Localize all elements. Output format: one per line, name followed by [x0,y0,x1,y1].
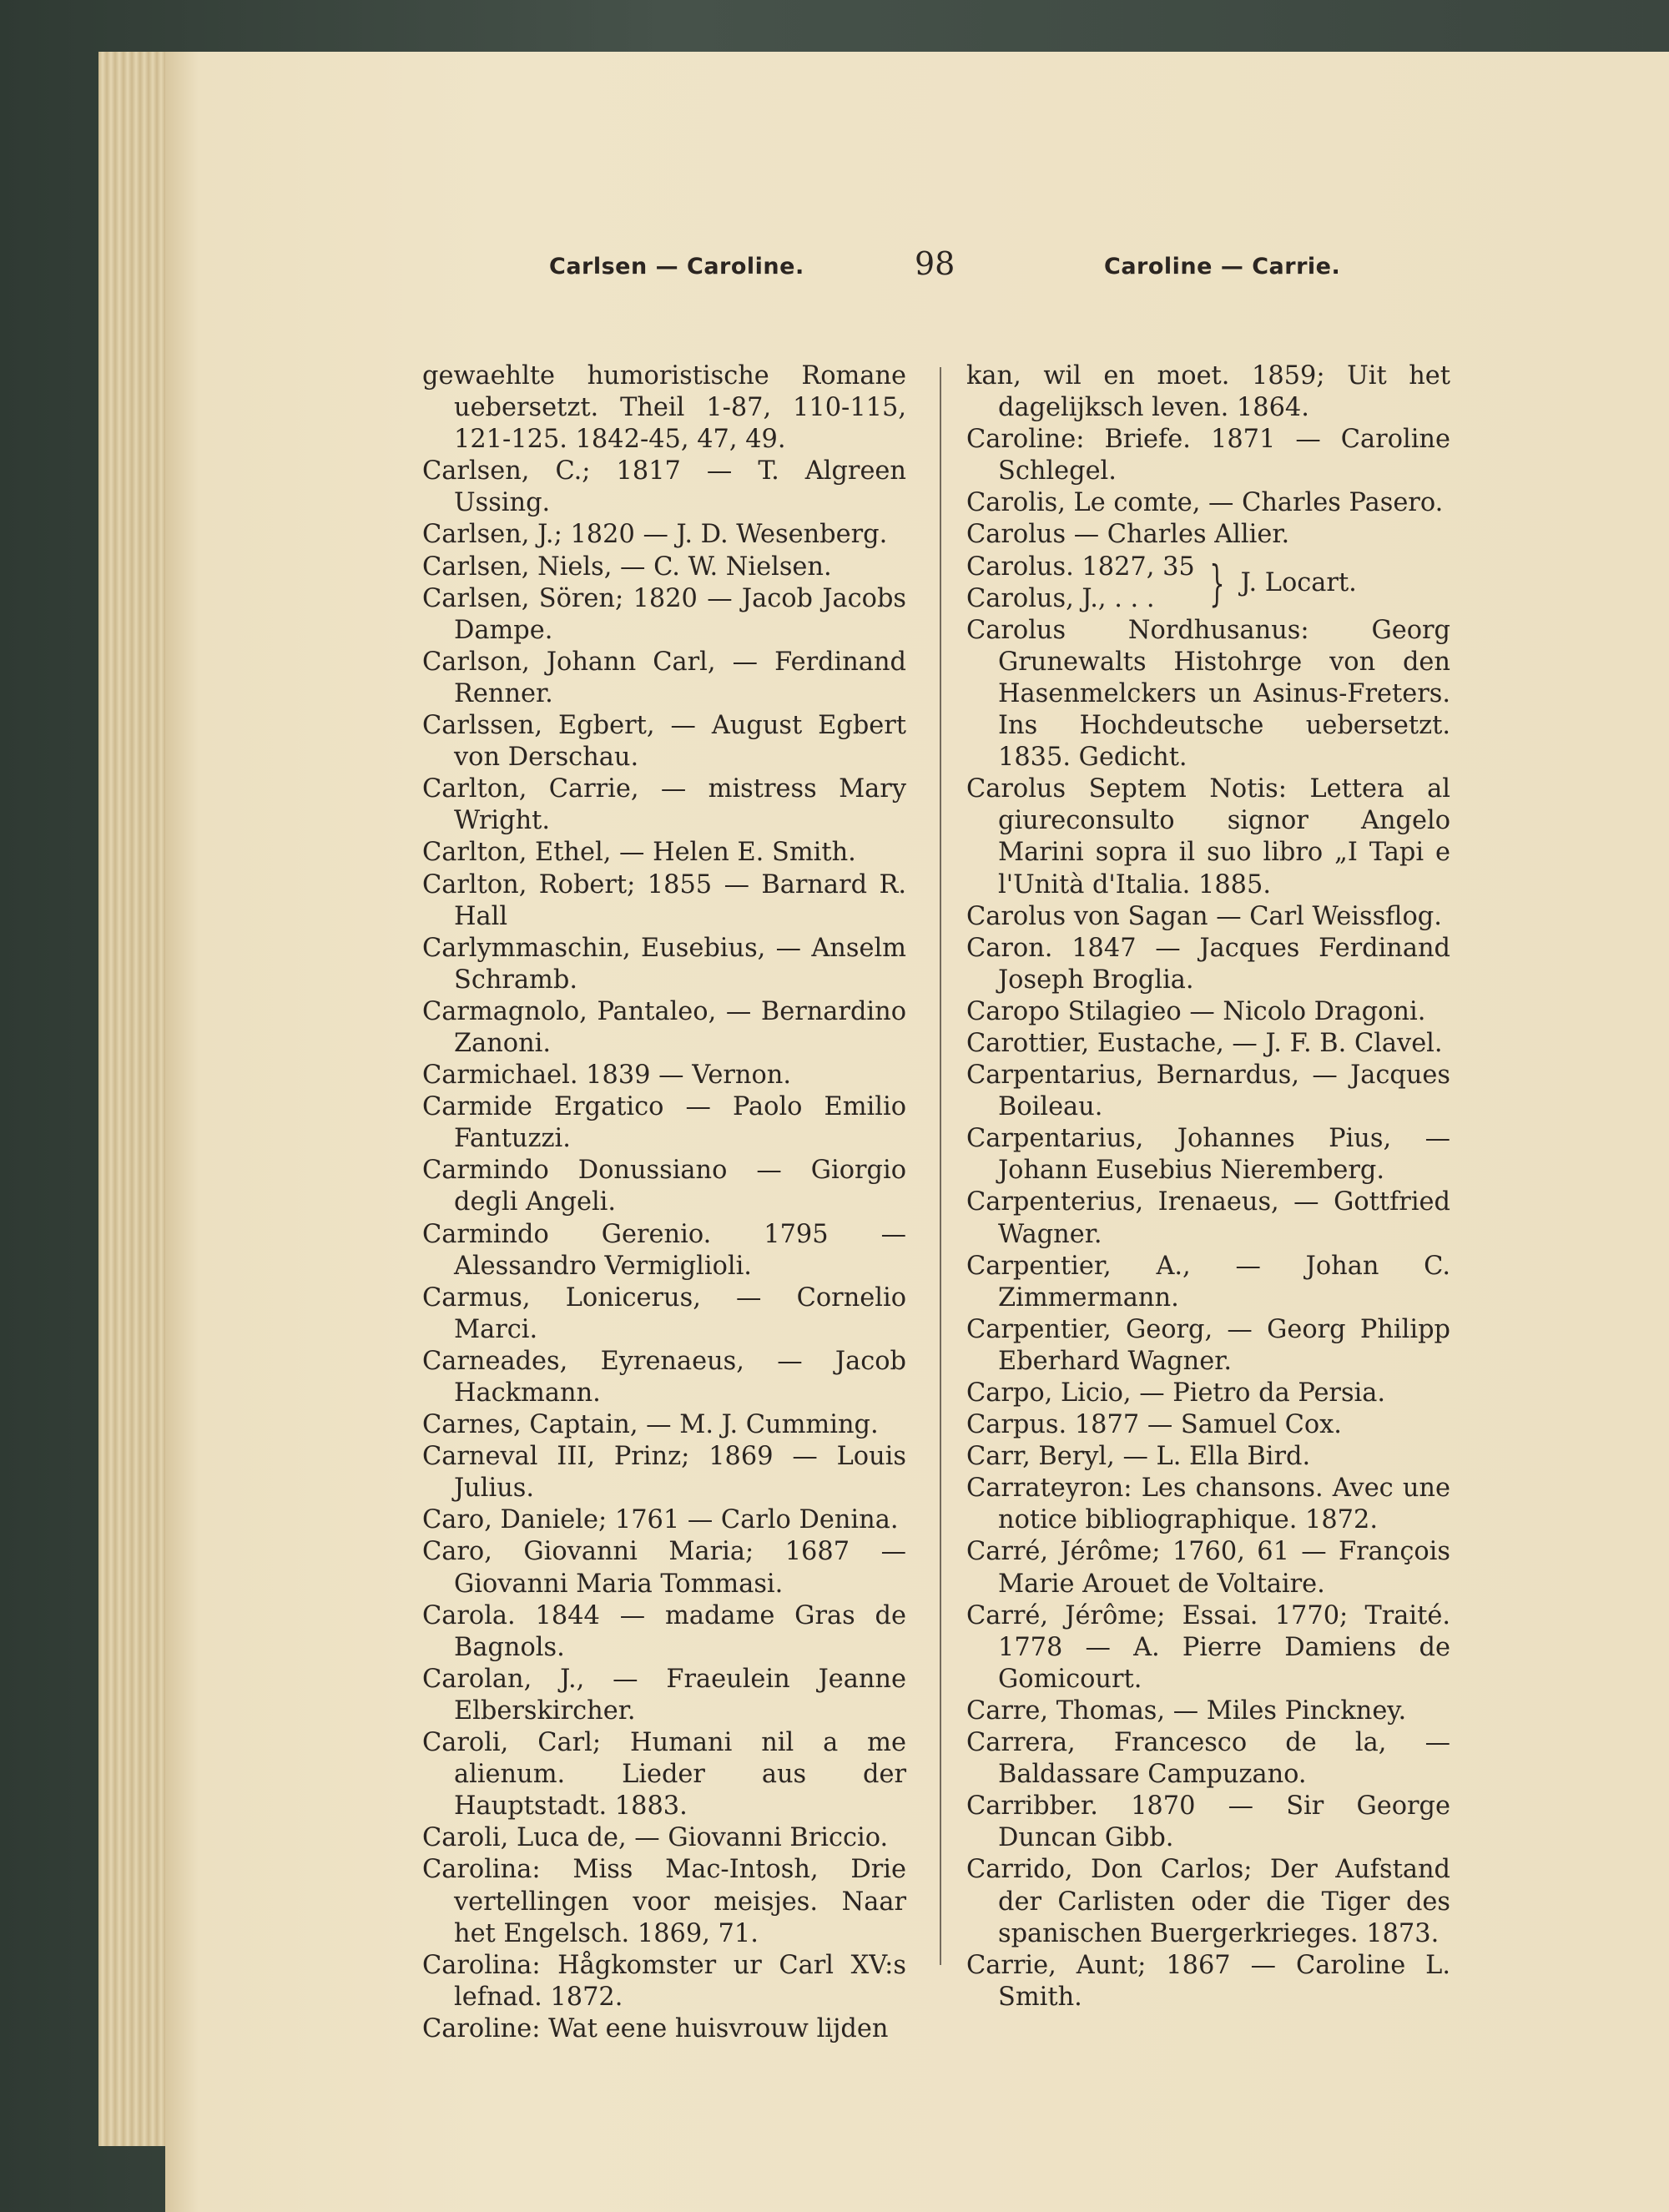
index-entry: Carmichael. 1839 — Vernon. [422,1061,791,1091]
index-entry: Caron. 1847 — Jacques Ferdinand Joseph Broglia. [966,933,1450,995]
index-entry: Caroline: Wat eene huisvrouw lijden [422,2013,889,2043]
index-entry: Carre, Thomas, — Miles Pinckney. [966,1696,1407,1726]
index-entry: Carottier, Eustache, — J. F. B. Clavel. [966,1028,1443,1058]
index-entry: Caroline: Briefe. 1871 — Caroline Schlegel. [966,425,1450,486]
index-entry: Carlsen, Sören; 1820 — Jacob Jacobs Dampe. [422,583,906,645]
bracketed-entry [966,552,1450,615]
index-entry: Carr, Beryl, — L. Ella Bird. [966,1442,1311,1472]
left-running-title: Carlsen — Caroline. [549,254,804,280]
index-entry: Carlsen, C.; 1817 — T. Algreen Ussing. [422,456,906,518]
index-entry: Carlsen, J.; 1820 — J. D. Wesenberg. [422,520,888,550]
index-entry: Caro, Giovanni Maria; 1687 — Giovanni Maria Tommasi. [422,1537,906,1599]
index-entry: Carolina: Hågkomster ur Carl XV:s lefnad. 1872. [422,1950,906,2012]
right-column-entries-top [966,360,1450,552]
index-entry: Carlton, Robert; 1855 — Barnard R. Hall [422,869,906,931]
index-entry: Carolus von Sagan — Carl Weissflog. [966,901,1442,931]
index-entry: Carolus — Charles Allier. [966,520,1290,550]
right-running-title: Caroline — Carrie. [1104,254,1341,280]
bracket-line-2: Carolus, J., . . . [966,583,1155,613]
index-entry: Carolus Nordhusanus: Georg Grunewalts Histohrge von den Hasenmelckers un Asinus-Freters. Ins Hochdeutsche uebersetzt. 1835. Gedicht. [966,615,1450,773]
book-page [165,52,1669,2212]
index-entry: Carpo, Licio, — Pietro da Persia. [966,1378,1386,1408]
index-entry: Carolan, J., — Fraeulein Jeanne Elberskircher. [422,1664,906,1726]
index-entry: Carolus Septem Notis: Lettera al giureconsulto signor Angelo Marini sopra il suo libro „I Tapi e l'Unità d'Italia. 1885. [966,774,1450,899]
index-entry: Carlson, Johann Carl, — Ferdinand Renner. [422,647,906,708]
index-entry: Carpus. 1877 — Samuel Cox. [966,1410,1342,1440]
index-entry: Carola. 1844 — madame Gras de Bagnols. [422,1600,906,1662]
bracket-lines [966,552,1195,615]
index-entry: Carpentier, Georg, — Georg Philipp Eberhard Wagner. [966,1314,1450,1376]
bracket-line-1: Carolus. 1827, 35 [966,552,1195,582]
index-entry: Carrera, Francesco de la, — Baldassare Campuzano. [966,1728,1450,1790]
page-number: 98 [915,245,956,282]
index-entry: Carré, Jérôme; Essai. 1770; Traité. 1778 — A. Pierre Damiens de Gomicourt. [966,1600,1450,1694]
index-entry: Caropo Stilagieo — Nicolo Dragoni. [966,996,1426,1026]
index-entry: Carpentier, A., — Johan C. Zimmermann. [966,1251,1450,1313]
index-entry: Carmindo Gerenio. 1795 — Alessandro Vermiglioli. [422,1219,906,1281]
bracket-target: J. Locart. [1240,567,1357,597]
index-entry: Carribber. 1870 — Sir George Duncan Gibb. [966,1791,1450,1853]
index-entry: Carneval III, Prinz; 1869 — Louis Julius. [422,1442,906,1504]
index-entry: Carmindo Donussiano — Giorgio degli Angeli. [422,1156,906,1217]
index-entry: Carlssen, Egbert, — August Egbert von Derschau. [422,711,906,773]
index-entry: kan, wil en moet. 1859; Uit het dagelijksch leven. 1864. [966,361,1450,423]
column-divider [940,367,941,1965]
index-entry: Carlton, Carrie, — mistress Mary Wright. [422,774,906,836]
index-entry: Carpenterius, Irenaeus, — Gottfried Wagner. [966,1187,1450,1249]
curly-bracket-glyph: } [1208,554,1225,612]
index-entry: Carmus, Lonicerus, — Cornelio Marci. [422,1282,906,1344]
index-entry: Carrido, Don Carlos; Der Aufstand der Carlisten oder die Tiger des spanischen Buergerkrieges. 1873. [966,1855,1450,1948]
index-entry: Carpentarius, Johannes Pius, — Johann Eusebius Nieremberg. [966,1124,1450,1186]
index-entry: Carlsen, Niels, — C. W. Nielsen. [422,552,832,582]
index-entry: Carpentarius, Bernardus, — Jacques Boileau. [966,1061,1450,1122]
index-entry: Caroli, Luca de, — Giovanni Briccio. [422,1823,889,1853]
index-entry: Caro, Daniele; 1761 — Carlo Denina. [422,1505,899,1535]
left-column [422,360,906,2045]
index-entry: Carolina: Miss Mac-Intosh, Drie vertellingen voor meisjes. Naar het Engelsch. 1869, 71. [422,1855,906,1948]
index-entry: Carrateyron: Les chansons. Avec une notice bibliographique. 1872. [966,1474,1450,1535]
index-entry: gewaehlte humoristische Romane uebersetzt. Theil 1-87, 110-115, 121-125. 1842-45, 47, 49. [422,361,906,455]
index-entry: Carlymmaschin, Eusebius, — Anselm Schramb. [422,933,906,995]
index-entry: Carmide Ergatico — Paolo Emilio Fantuzzi. [422,1092,906,1154]
index-entry: Caroli, Carl; Humani nil a me alienum. Lieder aus der Hauptstadt. 1883. [422,1728,906,1821]
right-column-entries-bottom [966,615,1450,2013]
index-entry: Carolis, Le comte, — Charles Pasero. [966,488,1444,518]
index-entry: Carlton, Ethel, — Helen E. Smith. [422,838,856,868]
index-entry: Carmagnolo, Pantaleo, — Bernardino Zanoni. [422,996,906,1058]
page-header [165,245,1669,295]
index-entry: Carneades, Eyrenaeus, — Jacob Hackmann. [422,1346,906,1408]
index-entry: Carnes, Captain, — M. J. Cumming. [422,1410,879,1440]
index-entry: Carrie, Aunt; 1867 — Caroline L. Smith. [966,1950,1450,2012]
right-column [966,360,1450,2013]
index-entry: Carré, Jérôme; 1760, 61 — François Marie Arouet de Voltaire. [966,1537,1450,1599]
